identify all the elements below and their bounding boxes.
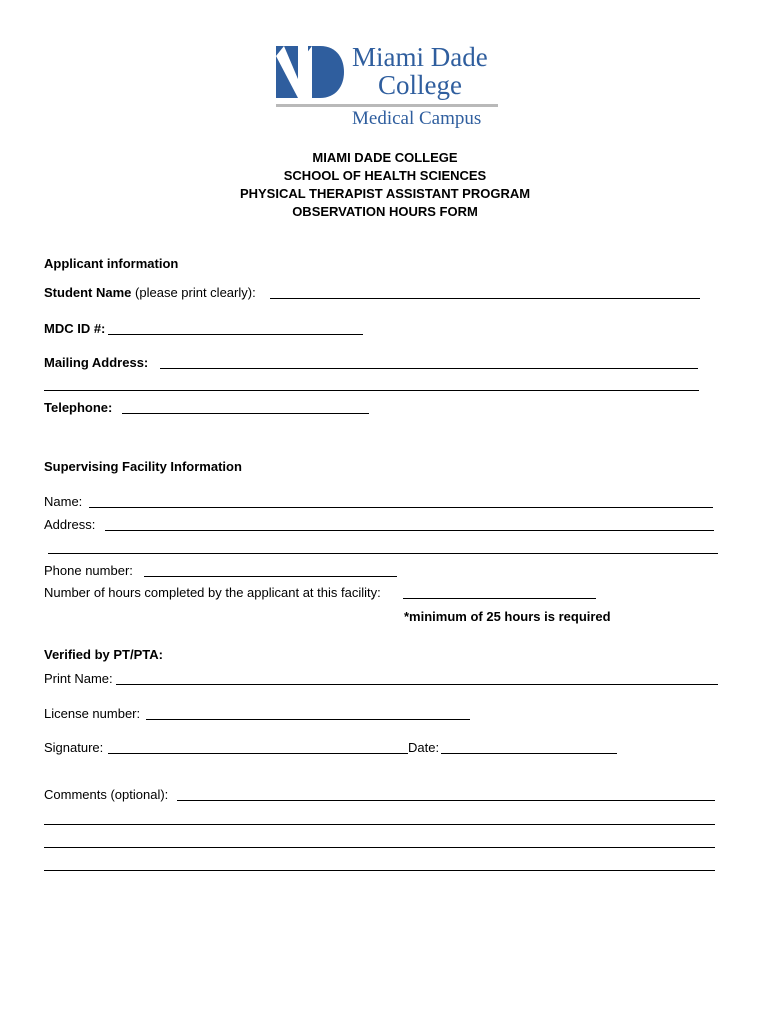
telephone-field[interactable]	[122, 413, 369, 414]
print-name-field[interactable]	[116, 684, 718, 685]
comments-field-line2[interactable]	[44, 824, 715, 825]
facility-phone-label: Phone number:	[44, 563, 133, 578]
hours-field[interactable]	[403, 598, 596, 599]
logo-divider	[276, 104, 498, 107]
print-name-label: Print Name:	[44, 671, 113, 686]
mailing-address-label: Mailing Address:	[44, 355, 149, 370]
license-number-field[interactable]	[146, 719, 470, 720]
facility-address-field-line2[interactable]	[48, 553, 718, 554]
mailing-address-field[interactable]	[160, 368, 698, 369]
comments-field-line4[interactable]	[44, 870, 715, 871]
student-name-row	[44, 285, 256, 301]
logo-text-college: College	[378, 70, 462, 100]
telephone-label: Telephone:	[44, 400, 113, 415]
signature-field[interactable]	[108, 753, 408, 754]
comments-label: Comments (optional):	[44, 787, 169, 802]
mdc-logo-mark-icon	[276, 46, 344, 98]
header-program: PHYSICAL THERAPIST ASSISTANT PROGRAM	[239, 186, 531, 201]
facility-name-field[interactable]	[89, 507, 713, 508]
facility-name-label: Name:	[44, 494, 83, 509]
header-school: SCHOOL OF HEALTH SCIENCES	[283, 168, 487, 183]
student-name-hint: (please print clearly):	[135, 285, 256, 300]
facility-address-field[interactable]	[105, 530, 714, 531]
header-college: MIAMI DADE COLLEGE	[312, 150, 458, 165]
student-name-field[interactable]	[270, 298, 700, 299]
signature-label: Signature:	[44, 740, 104, 755]
facility-phone-field[interactable]	[144, 576, 397, 577]
facility-address-label: Address:	[44, 517, 96, 532]
date-field[interactable]	[441, 753, 617, 754]
hours-label: Number of hours completed by the applicant at this facility:	[44, 585, 381, 600]
logo-text-medical-campus: Medical Campus	[352, 108, 482, 129]
mdc-id-label: MDC ID #:	[44, 321, 106, 336]
student-name-label: Student Name	[44, 285, 132, 300]
license-number-label: License number:	[44, 706, 141, 721]
facility-heading: Supervising Facility Information	[44, 459, 242, 474]
minimum-hours-note: *minimum of 25 hours is required	[404, 609, 611, 624]
logo-text-miami-dade: Miami Dade	[352, 42, 488, 72]
mailing-address-field-line2[interactable]	[44, 390, 699, 391]
comments-field[interactable]	[177, 800, 715, 801]
mdc-id-field[interactable]	[108, 334, 363, 335]
comments-field-line3[interactable]	[44, 847, 715, 848]
date-label: Date:	[408, 740, 440, 755]
verification-heading: Verified by PT/PTA:	[44, 647, 163, 662]
page-title: OBSERVATION HOURS FORM	[292, 204, 478, 219]
college-logo	[276, 44, 500, 134]
applicant-heading: Applicant information	[44, 256, 179, 271]
